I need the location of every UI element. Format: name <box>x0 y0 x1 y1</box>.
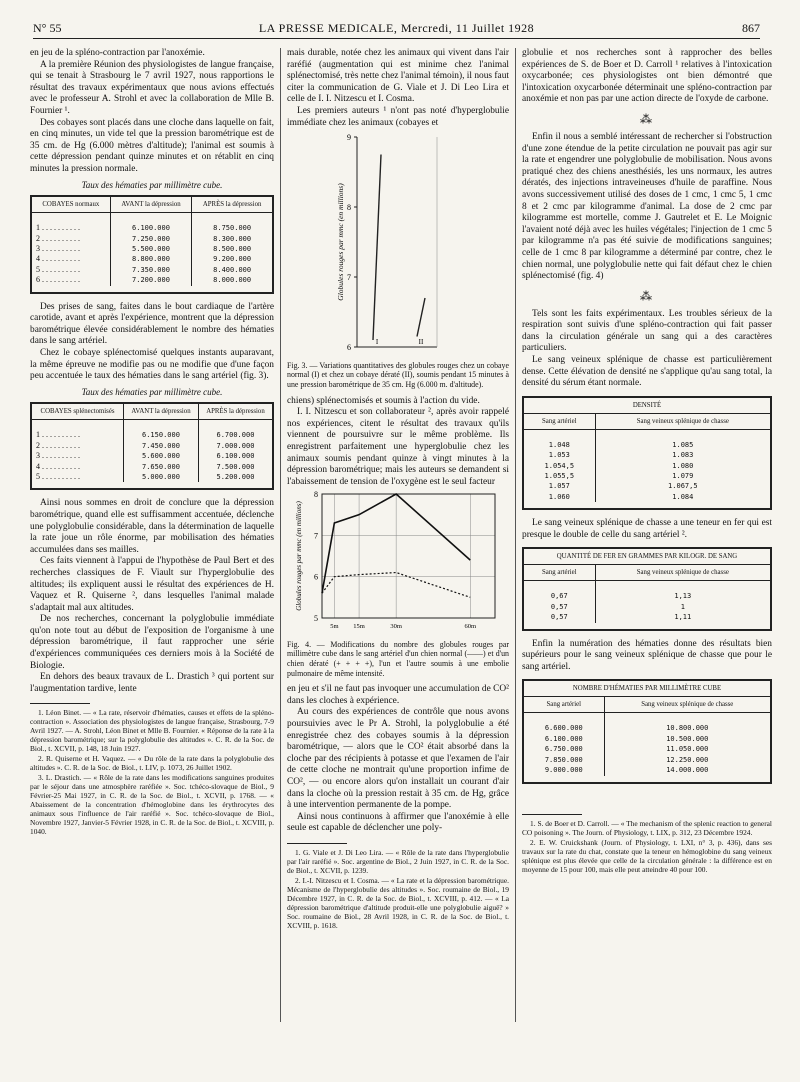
footnote: 3. L. Drastich. — « Rôle de la rate dans les modifications sanguines produites par le séjour dans une atmosphère raréfiée ». Soc. tchéco-slovaque de Biol., 9 Février-25 Mai 1927, in C. R. de la Soc. de Biol., t. XCVII, p. 1768. — « Abaissement de la concentration d'hémoglobine dans les érythrocytes des animaux sous l'influence de l'air raréfié ». Soc. tchéco-slovaque de Biol., Novembre 1927, Janvier-5 Février 1928, in C. R. de la Soc. de Biol., t. XCVIII, p. 1040. <box>30 773 274 837</box>
table-cell: 7.000.000 <box>198 441 273 451</box>
paragraph: I. I. Nitzescu et son collaborateur ², après avoir rappelé nos expériences, citent le résultat des travaux qu'ils viennent de poursuivre sur le même problème. Ils enregistrent parfaitement une hyperglobulie chez les animaux soumis pendant quinze à vingt minutes à la dépression barométrique; mais les auteurs se demandent si l'abaissement de tension de l'oxygène est le seul facteur <box>287 407 509 487</box>
table-cell: 7.500.000 <box>198 462 273 472</box>
table-row <box>523 492 771 502</box>
y-tick-label: 6 <box>347 343 351 353</box>
paragraph: Le sang veineux splénique de chasse a une teneur en fer qui est presque le double de celle du sang artériel ². <box>522 518 772 540</box>
table-row <box>31 213 273 234</box>
table-row <box>523 429 771 450</box>
table-cell: 7.450.000 <box>124 441 199 451</box>
y-tick-label: 5 <box>314 614 318 624</box>
table-cell: 1.055,5 <box>544 472 575 481</box>
table-cell: 1 <box>595 602 771 612</box>
table-cell: 6.750.000 <box>544 745 583 754</box>
fig3-chart <box>287 129 509 354</box>
table-row <box>523 755 771 765</box>
footnote-rule <box>30 703 90 704</box>
table-cell: 8.300.000 <box>192 234 273 244</box>
table-cell: 12.250.000 <box>604 755 771 765</box>
table-cell: 3 . . . . . . . . . . <box>36 451 80 461</box>
x-tick-label: 30m <box>390 623 402 631</box>
paragraph: mais durable, notée chez les animaux qui vivent dans l'air raréfié (augmentation qui est minime chez l'animal splénectomisé, très nette chez l'animal témoin), il nous faut citer la communication de G. Viale et J. Di Leo Lira et celle de I. I. Nitzescu et I. Cosma. <box>287 48 509 105</box>
table-header: COBAYES splénectomisés <box>31 403 124 420</box>
table-row <box>31 472 273 482</box>
table-cell: 1.084 <box>595 492 771 502</box>
table-cobayes-splenectomises <box>30 402 274 490</box>
table-row <box>31 234 273 244</box>
table-caption: Taux des hématies par millimètre cube. <box>81 386 223 397</box>
paragraph: De nos recherches, concernant la polyglobulie immédiate qu'on note tout au début de l'exposition de l'organisme à une dépression barométrique, il faut rapprocher une série d'expériences communiquées ces derniers mois à la Société de Biologie. <box>30 614 274 671</box>
column-1 <box>30 48 274 837</box>
table-cell: 6.150.000 <box>124 420 199 441</box>
table-row <box>523 461 771 471</box>
table-cell: 0,57 <box>550 602 568 611</box>
journal-title: LA PRESSE MEDICALE, Mercredi, 11 Juillet 1928 <box>258 21 535 35</box>
header-rule <box>33 38 760 39</box>
table-row <box>523 713 771 734</box>
table-cell: 2 . . . . . . . . . . <box>36 233 80 243</box>
paragraph: Chez le cobaye splénectomisé quelques instants auparavant, la même épreuve ne modifie pas ou ne modifie que d'une façon peu accentuée le taux des hématies dans le sang artériel (fig. 3). <box>30 347 274 382</box>
paragraph: Tels sont les faits expérimentaux. Les troubles sérieux de la respiration sont suivis d'une spléno-contraction qui fait passer dans la circulation générale un sang qui a des caractères particuliers. <box>522 308 772 354</box>
table-cell: 8.000.000 <box>192 275 273 285</box>
paragraph: Le sang veineux splénique de chasse est particulièrement dense. Cette élévation de densité ne s'applique qu'au sang total, la densité du sérum étant normale. <box>522 355 772 389</box>
table-cell: 6 . . . . . . . . . . <box>36 275 80 285</box>
footnotes <box>522 819 772 874</box>
page-header <box>33 16 760 38</box>
table-cobayes-normaux <box>30 195 274 293</box>
table-row <box>31 441 273 451</box>
table-cell: 1 . . . . . . . . . . <box>36 223 80 233</box>
category-label: I <box>375 338 379 347</box>
table-cell: 1.085 <box>595 429 771 450</box>
table-header: Sang veineux splénique de chasse <box>595 565 771 581</box>
table-row <box>31 462 273 472</box>
footnote-rule <box>522 814 582 815</box>
table-row <box>523 765 771 775</box>
table-cell: 5.500.000 <box>110 244 192 254</box>
table-cell: 7.200.000 <box>110 275 192 285</box>
table-cell: 1.080 <box>595 461 771 471</box>
series-line-I <box>373 155 381 341</box>
paragraph: Ces faits viennent à l'appui de l'hypothèse de Paul Bert et des recherches classiques de F. Viault sur l'hyperglobulie des altitudes; ils expliquent aussi le résultat des expériences de H. Vaquez et R. Quiserne ², dans lesquelles l'animal malade s'adaptait mal aux altitudes. <box>30 556 274 613</box>
footnote: 2. E. W. Cruickshank (Journ. of Physiology, t. LXI, n° 3, p. 436), dans ses travaux sur la rate du chat, constate que la teneur en hémoglobine du sang veineux splénique est plus élevée que celle de la circulation générale : la différence est en moyenne de 15 pour 100, mais elle peut atteindre 40 pour 100. <box>522 837 772 874</box>
table-row <box>523 450 771 460</box>
paragraph: chiens) splénectomisés et soumis à l'action du vide. <box>287 395 480 406</box>
table-title: NOMBRE D'HÉMATIES PAR MILLIMÈTRE CUBE <box>523 680 771 697</box>
figure-3 <box>287 129 509 359</box>
x-tick-label: 60m <box>464 623 477 631</box>
table-row <box>523 744 771 754</box>
table-cell: 2 . . . . . . . . . . <box>36 440 80 450</box>
table-cell: 7.250.000 <box>110 234 192 244</box>
paragraph: en jeu et s'il ne faut pas invoquer une accumulation de CO² dans les cloches à expérience. <box>287 684 509 706</box>
table-cell: 6.100.000 <box>198 451 273 461</box>
table-cell: 1.067,5 <box>595 481 771 491</box>
table-cell: 6.700.000 <box>198 420 273 441</box>
section-asterism: ⁂ <box>640 111 654 126</box>
paragraph: Des cobayes sont placés dans une cloche dans laquelle on fait, en cinq minutes, un vide tel que la pression barométrique est de 35 cm. de Hg (6.000 mètres d'altitude); l'animal est soumis à cette dépression pendant quinze minutes et on rétablit en cinq minutes la pression normale. <box>30 117 274 174</box>
figure-4 <box>287 488 509 638</box>
footnote: 2. I.-I. Nitzescu et I. Cosma. — « La rate et la dépression barométrique. Mécanisme de l'hyperglobulie des altitudes ». Soc. roumaine de Biol., 19 Décembre 1927, in C. R. de la Soc. de Biol., t. XCVIII, p. 412. — « La dépression barométrique d'altitude produit-elle une polyglobulie aiguë? » Soc. roumaine de Biol., 28 Avril 1928, in C. R. de la Soc. de Biol., t. XCVIII, p. 1618. <box>287 875 509 930</box>
table-cell: 10.500.000 <box>604 734 771 744</box>
table-cell: 10.800.000 <box>604 713 771 734</box>
footnote: 1. S. de Boer et D. Carroll. — « The mechanism of the splenic reaction to general CO poisoning ». The Journ. of Physiology, t. LIX, p. 312, 23 Décembre 1924. <box>522 818 772 837</box>
paragraph: Enfin il nous a semblé intéressant de rechercher si l'obstruction d'une zone étendue de la petite circulation ne pouvait pas agir sur la rate et engendrer une polyglobulie de mobilisation. Nous avons pratiqué chez des chiens anesthésiés, les uns normaux, les autres dératés, des injections intraveineuses d'huile de paraffine. Nous avons successivement utilisé des doses de 1 cmc, 1 cmc 5, 1 cmc 8 et 2 cmc par kilogramme d'animal. La dose de 2 cmc par kilogramme est mortelle, comme J. Gautrelet et E. Le Moignic l'avaient noté déjà avec les huiles végétales; l'injection de 1 cmc 5 par kilogramme n'a pas été suivie de modifications sanguines; celle de 1 cmc 8 par kilogramme a déterminé par contre, chez le chien normal, une polyglobulie nette qui fait défaut chez le chien splénectomisé (fig. 4) <box>522 131 772 282</box>
table-row <box>31 451 273 461</box>
page-number: 867 <box>742 21 760 35</box>
y-tick-label: 7 <box>347 273 351 283</box>
series-line-II <box>417 298 425 337</box>
table-cell: 0,67 <box>550 592 568 601</box>
table-cell: 3 . . . . . . . . . . <box>36 243 80 253</box>
table-cell: 6.600.000 <box>544 724 583 733</box>
table-cell: 7.650.000 <box>124 462 199 472</box>
table-cell: 6.100.000 <box>544 734 583 743</box>
table-row <box>523 734 771 744</box>
table-cell: 8.800.000 <box>110 254 192 264</box>
paragraph: Ainsi nous sommes en droit de conclure que la dépression barométrique, quand elle est suffisamment accentuée, déclenche une polyglobulie considérable, dans la détermination de laquelle la rate joue un rôle énorme, par mobilisation des hématies accumulées dans ses mailles. <box>30 498 274 555</box>
x-tick-label: 15m <box>353 623 365 631</box>
y-tick-label: 9 <box>347 133 351 143</box>
paragraph: Ainsi nous continuons à affirmer que l'anoxémie à elle seule est capable de déclencher une poly- <box>287 811 509 834</box>
table-cell: 0,57 <box>550 613 568 622</box>
table-header: Sang artériel <box>523 565 595 581</box>
footnote: 1. G. Viale et J. Di Leo Lira. — « Rôle de la rate dans l'hyperglobulie par l'air raréfié ». Soc. argentine de Biol., 2 Juin 1927, in C. R. de la Soc. de Biol., t. XCVII, p. 1239. <box>287 847 509 875</box>
column-divider <box>280 48 281 1022</box>
table-cell: 6.100.000 <box>110 213 192 234</box>
table-cell: 5.000.000 <box>124 472 199 482</box>
paragraph: A la première Réunion des physiologistes de langue française, qui se tenait à Strasbourg le 7 avril 1927, nous rapportions le résultat des travaux expérimentaux que nous avions effectués avec le professeur A. Strohl et avec la collaboration de Mlle B. Fournier ¹. <box>30 59 274 116</box>
table-caption: Taux des hématies par millimètre cube. <box>81 179 223 190</box>
footnote: 2. R. Quiserne et H. Vaquez. — « Du rôle de la rate dans la polyglobulie des altitudes ». C. R. de la Soc. de Biol., t. LIV, p. 1073, 26 Juillet 1902. <box>30 754 274 773</box>
table-cell: 1.060 <box>548 492 570 501</box>
issue-number: N° 55 <box>33 21 62 35</box>
table-cell: 1.053 <box>548 451 570 460</box>
table-row <box>523 612 771 622</box>
column-divider <box>515 48 516 1022</box>
table-densite <box>522 396 772 510</box>
table-cell: 1,11 <box>595 612 771 622</box>
x-tick-label: 5m <box>330 623 339 631</box>
table-cell: 9.000.000 <box>544 766 583 775</box>
table-header: APRÈS la dépression <box>192 196 273 213</box>
y-tick-label: 6 <box>314 572 318 582</box>
y-axis-label: Globules rouges par mmc (en millions) <box>295 501 303 612</box>
paragraph: Les premiers auteurs ¹ n'ont pas noté d'hyperglobulie immédiate chez les animaux (cobayes et <box>287 105 509 128</box>
table-cell: 1.083 <box>595 450 771 460</box>
table-cell: 7.350.000 <box>110 265 192 275</box>
table-header: Sang artériel <box>523 697 604 713</box>
table-cell: 8.400.000 <box>192 265 273 275</box>
table-header: APRÈS la dépression <box>198 403 273 420</box>
footnotes <box>30 708 274 836</box>
table-row <box>31 275 273 285</box>
paragraph: Des prises de sang, faites dans le bout cardiaque de l'artère carotide, avant et après l'expérience, montrent que la dépression barométrique élevée considérablement le nombre des hématies dans le sang artériel. <box>30 301 274 347</box>
table-cell: 4 . . . . . . . . . . <box>36 254 80 264</box>
table-row <box>31 265 273 275</box>
table-cell: 1.057 <box>548 482 570 491</box>
category-label: II <box>418 338 424 347</box>
table-cell: 8.500.000 <box>192 244 273 254</box>
table-cell: 1.079 <box>595 471 771 481</box>
table-row <box>31 254 273 264</box>
table-row <box>523 481 771 491</box>
paragraph: globulie et nos recherches sont à rapprocher des belles expériences de S. de Boer et D. Carroll ¹ relatives à l'intoxication oxycarbonée; ces physiologistes ont bien démontré que l'intoxication oxycarbonée déterminait une spléno-contraction par anoxémie et non pas par une action directe de l'oxyde de carbone. <box>522 48 772 105</box>
y-tick-label: 7 <box>314 531 318 541</box>
table-cell: 11.050.000 <box>604 744 771 754</box>
table-cell: 5.600.000 <box>124 451 199 461</box>
table-cell: 5 . . . . . . . . . . <box>36 471 80 481</box>
footnote-rule <box>287 843 347 844</box>
table-cell: 1 . . . . . . . . . . <box>36 430 80 440</box>
table-header: COBAYES normaux <box>31 196 110 213</box>
y-tick-label: 8 <box>347 203 351 213</box>
table-cell: 9.200.000 <box>192 254 273 264</box>
table-header: Sang artériel <box>523 413 595 429</box>
figure-caption: Fig. 4. — Modifications du nombre des globules rouges par millimètre cube dans le sang artériel d'un chien normal (——) et d'un chien dératé (+ + + +), l'un et l'autre soumis à une embolie pulmonaire de même intensité. <box>287 639 509 678</box>
table-title: DENSITÉ <box>523 397 771 414</box>
table-row <box>523 581 771 602</box>
table-header: AVANT la dépression <box>124 403 199 420</box>
footnotes <box>287 848 509 930</box>
table-cell: 8.750.000 <box>192 213 273 234</box>
table-cell: 5.200.000 <box>198 472 273 482</box>
paragraph: En dehors des beaux travaux de L. Drastich ³ qui portent sur l'augmentation tardive, lente <box>30 672 274 694</box>
table-cell: 7.850.000 <box>544 755 583 764</box>
y-tick-label: 8 <box>314 490 318 500</box>
column-2 <box>287 48 509 931</box>
figure-caption: Fig. 3. — Variations quantitatives des globules rouges chez un cobaye normal (I) et chez un cobaye dératé (II), soumis pendant 15 minutes à une pression barométrique de 35 cm. Hg (6.000 m. d'altitude). <box>287 360 509 389</box>
table-hematies <box>522 679 772 783</box>
table-cell: 4 . . . . . . . . . . <box>36 461 80 471</box>
column-3 <box>522 48 772 875</box>
table-cell: 14.000.000 <box>604 765 771 775</box>
paragraph: Enfin la numération des hématies donne des résultats bien supérieurs pour le sang veineux splénique de chasse que pour le sang artériel. <box>522 638 772 672</box>
table-cell: 1.054,5 <box>544 461 575 470</box>
footnote: 1. Léon Binet. — « La rate, réservoir d'hématies, causes et effets de la spléno-contraction ». Association des physiologistes de langue française, Strasbourg, 7-9 Avril 1927. — A. Strohl, Léon Binet et Mlle B. Fournier. « Réponse de la rate à la dépression barométrique; sur la polyglobulie des altitudes ». C. R. de la Soc. de Biol., t. XCVII, p. 148, 18 Juin 1927. <box>30 708 274 754</box>
table-row <box>31 420 273 441</box>
table-row <box>31 244 273 254</box>
table-header: AVANT la dépression <box>110 196 192 213</box>
table-cell: 1,13 <box>595 581 771 602</box>
paragraph: Au cours des expériences de contrôle que nous avons poursuivies avec le Pr A. Strohl, la polyglobulie a été enregistrée chez des cobayes soumis à la dépression barométrique, — alors que le CO² était absorbé dans la cloche par des récipients à potasse et que l'examen de l'air de cette cloche ne montrait qu'une proportion infime de CO², — ou encore alors qu'on installait un courant d'air dans la cloche où la pression restait à 35 cm. de Hg, grâce à une intervention permanente de la pompe. <box>287 707 509 811</box>
table-header: Sang veineux splénique de chasse <box>595 413 771 429</box>
table-header: Sang veineux splénique de chasse <box>604 697 771 713</box>
paragraph: en jeu de la spléno-contraction par l'anoxémie. <box>30 48 205 58</box>
table-title: QUANTITÉ DE FER EN GRAMMES PAR KILOGR. DE SANG <box>523 548 771 565</box>
fig4-chart <box>287 488 509 633</box>
y-axis-label: Globules rouges par mmc (en millions) <box>336 183 345 301</box>
table-row <box>523 471 771 481</box>
table-row <box>523 602 771 612</box>
plot-frame <box>322 494 495 618</box>
table-cell: 5 . . . . . . . . . . <box>36 264 80 274</box>
section-asterism: ⁂ <box>640 288 654 303</box>
table-cell: 1.048 <box>548 440 570 449</box>
table-fer <box>522 547 772 630</box>
